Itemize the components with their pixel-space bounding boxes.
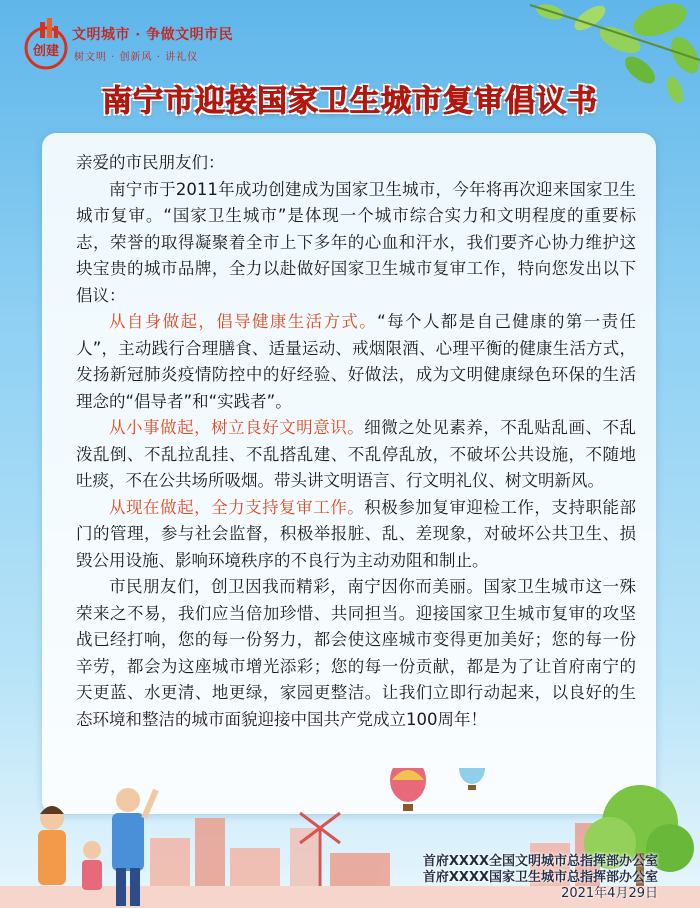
logo-mark-text: 创建	[32, 44, 60, 59]
proposal-item-text: “每个人都是自己健康的第一责任人”，主动践行合理膳食、适量运动、戒烟限酒、心理平衡的健康生活方式，发扬新冠肺炎疫情防控中的好经验、好做法，成为文明健康绿色环保的生活理念的“倡导者”和“实践者”。	[76, 312, 637, 411]
issue-date: 2021年4月29日	[561, 886, 658, 901]
logo-subslogan: 树文明 · 创新风 · 讲礼仪	[74, 52, 199, 63]
hot-air-balloon-icon	[390, 768, 426, 811]
logo-slogan: 文明城市 · 争做文明市民	[72, 27, 234, 43]
greeting: 亲爱的市民朋友们：	[76, 153, 225, 172]
proposal-item-text: 细微之处见素养，不乱贴乱画、不乱泼乱倒、不乱拉乱挂、不乱搭乱建、不乱停乱放，不破坏公共设施，不随地吐痰，不在公共场所吸烟。带头讲文明语言、行文明礼仪、树文明新风。	[76, 418, 637, 490]
hot-air-balloon-icon	[459, 768, 485, 790]
signer-line: 首府XXXX国家卫生城市总指挥部办公室	[422, 870, 658, 885]
proposal-item	[76, 309, 636, 415]
proposal-item-text: 积极参加复审迎检工作，支持职能部门的管理，参与社会监督，积极举报脏、乱、差现象，对破坏公共卫生、损毁公用设施、影响环境秩序的不良行为主动劝阻和制止。	[76, 497, 637, 570]
proposal-item-heading: 从自身做起，倡导健康生活方式。	[109, 312, 378, 331]
proposal-item-heading: 从现在做起，全力支持复审工作。	[109, 497, 365, 517]
page-title: 南宁市迎接国家卫生城市复审倡议书	[102, 84, 598, 119]
proposal-item-heading: 从小事做起，树立良好文明意识。	[109, 418, 365, 437]
campaign-logo	[12, 14, 252, 74]
signer-line: 首府XXXX全国文明城市总指挥部办公室	[422, 854, 658, 869]
intro-paragraph: 南宁市于2011年成功创建成为国家卫生城市，今年将再次迎来国家卫生城市复审。“国家卫生城市”是体现一个城市综合实力和文明程度的重要标志，荣誉的取得凝聚着全市上下多年的心血和汗水，我们要齐心协力维护这块宝贵的城市品牌，全力以赴做好国家卫生城市复审工作，特向您发出以下倡议：	[76, 179, 636, 305]
city-logo-icon	[20, 18, 74, 70]
proposal-body	[76, 150, 636, 733]
proposal-item	[76, 415, 636, 495]
closing-paragraph: 市民朋友们，创卫因我而精彩，南宁因你而美丽。国家卫生城市这一殊荣来之不易，我们应当倍加珍惜、共同担当。迎接国家卫生城市复审的攻坚战已经打响，您的每一份努力，都会使这座城市变得更加美好；您的每一份辛劳，都会为这座城市增光添彩；您的每一份贡献，都是为了让首府南宁的天更蓝、水更清、地更绿，家园更整洁。让我们立即行动起来，以良好的生态环境和整洁的城市面貌迎接中国共产党成立100周年！	[76, 577, 636, 729]
proposal-item	[76, 495, 636, 575]
signature-block	[423, 854, 658, 902]
